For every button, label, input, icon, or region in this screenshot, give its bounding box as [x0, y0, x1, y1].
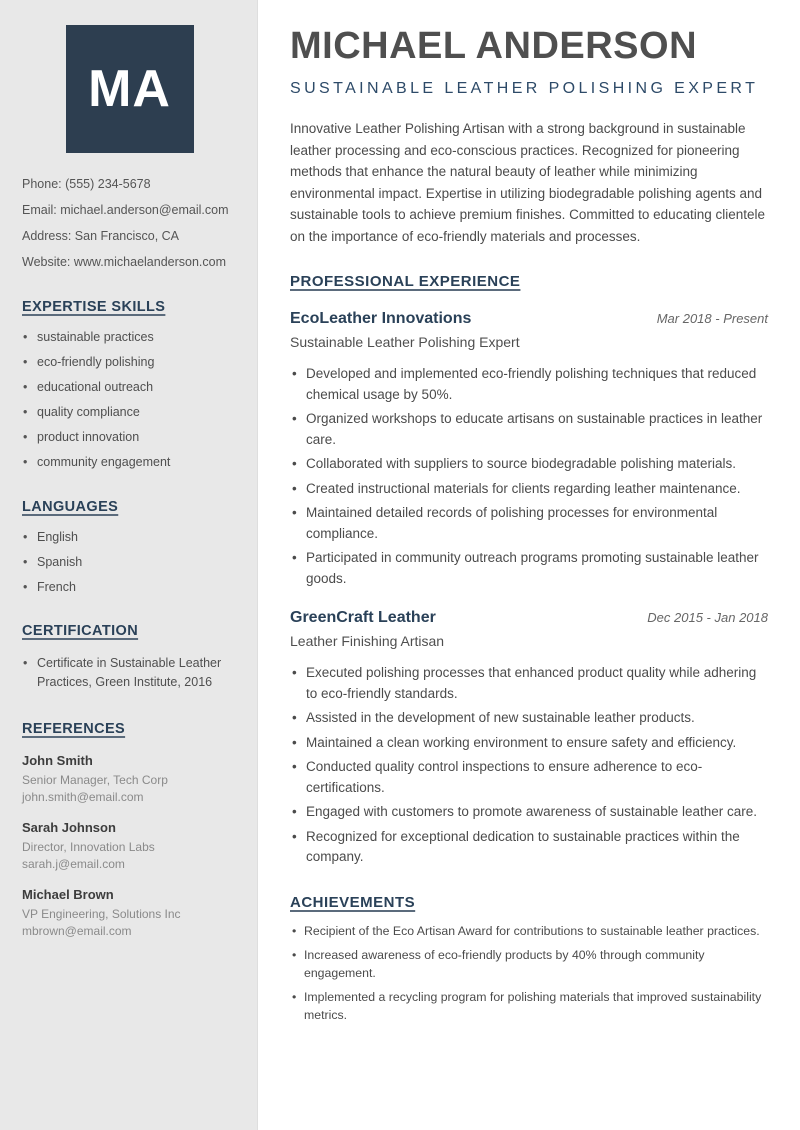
job-header [290, 608, 768, 627]
contact-line: Address: San Francisco, CA [22, 229, 180, 243]
reference-role: VP Engineering, Solutions Inc [22, 907, 181, 921]
contact-line: Email: michael.anderson@email.com [22, 203, 229, 217]
job-bullet: • Engaged with customers to promote awareness of sustainable leather care. [290, 802, 768, 823]
languages-section [22, 499, 237, 595]
references-list [22, 752, 237, 940]
job-header [290, 309, 768, 328]
skill-item: • eco-friendly polishing [22, 355, 237, 370]
skill-item: • product innovation [22, 430, 237, 445]
reference-entry [22, 752, 237, 806]
reference-email: sarah.j@email.com [22, 857, 125, 871]
job-title-subtitle: SUSTAINABLE LEATHER POLISHING EXPERT [290, 80, 759, 97]
skill-item: • quality compliance [22, 405, 237, 420]
contact-line: Phone: (555) 234-5678 [22, 177, 151, 191]
avatar-initials: MA [88, 60, 171, 118]
reference-role: Director, Innovation Labs [22, 840, 155, 854]
expertise-skills-list [22, 330, 237, 470]
references-section [22, 721, 237, 940]
job-bullet: • Recognized for exceptional dedication to sustainable practices within the company. [290, 827, 768, 868]
job-dates: Dec 2015 - Jan 2018 [647, 610, 768, 625]
reference-name: John Smith [22, 753, 93, 768]
job-bullet: • Maintained detailed records of polishing processes for environmental compliance. [290, 503, 768, 544]
professional-experience-heading: PROFESSIONAL EXPERIENCE [290, 273, 521, 290]
certification-item: • Certificate in Sustainable Leather Practices, Green Institute, 2016 [22, 654, 237, 692]
job-bullet: • Organized workshops to educate artisans on sustainable practices in leather care. [290, 409, 768, 450]
job-bullet: • Created instructional materials for clients regarding leather maintenance. [290, 479, 768, 500]
reference-email: mbrown@email.com [22, 924, 132, 938]
achievement-bullet: • Recipient of the Eco Artisan Award for contributions to sustainable leather practices. [290, 923, 768, 941]
skill-item: • community engagement [22, 455, 237, 470]
job-entry-greencraft [290, 608, 768, 868]
job-role: Sustainable Leather Polishing Expert [290, 334, 520, 350]
references-heading: REFERENCES [22, 721, 126, 737]
job-bullet-list [290, 663, 768, 868]
expertise-skills-section [22, 299, 237, 470]
certification-list [22, 654, 237, 692]
job-bullet: • Developed and implemented eco-friendly polishing techniques that reduced chemical usage by 50%. [290, 364, 768, 405]
reference-role: Senior Manager, Tech Corp [22, 773, 168, 787]
job-bullet: • Collaborated with suppliers to source biodegradable polishing materials. [290, 454, 768, 475]
reference-entry [22, 819, 237, 873]
sidebar [0, 0, 258, 1130]
reference-name: Michael Brown [22, 887, 114, 902]
job-bullet: • Assisted in the development of new sustainable leather products. [290, 708, 768, 729]
languages-list [22, 530, 237, 595]
job-bullet: • Maintained a clean working environment to ensure safety and efficiency. [290, 733, 768, 754]
languages-heading: LANGUAGES [22, 498, 119, 515]
contact-info [22, 177, 237, 270]
achievement-bullet: • Implemented a recycling program for polishing materials that improved sustainability metrics. [290, 989, 768, 1024]
job-bullet: • Conducted quality control inspections to ensure adherence to eco-certifications. [290, 757, 768, 798]
job-bullet: • Executed polishing processes that enhanced product quality while adhering to eco-friendly standards. [290, 663, 768, 704]
certification-heading: CERTIFICATION [22, 623, 139, 639]
company-name: GreenCraft Leather [290, 609, 436, 626]
skill-item: • sustainable practices [22, 330, 237, 345]
language-item: • French [22, 580, 237, 595]
reference-name: Sarah Johnson [22, 820, 116, 835]
language-item: • English [22, 530, 237, 545]
skill-item: • educational outreach [22, 380, 237, 395]
achievements-list [290, 923, 768, 1025]
summary-paragraph: Innovative Leather Polishing Artisan with a strong background in sustainable leather processing and eco-conscious practices. Recognized for pioneering methods that enhance the natural beauty of leather while minimizing environmental impact. Expertise in utilizing biodegradable polishing agents and sustainable tools to achieve premium finishes. Committed to educating clientele on the importance of eco-friendly materials and processes. [290, 121, 765, 244]
reference-entry [22, 886, 237, 940]
achievements-heading: ACHIEVEMENTS [290, 893, 416, 911]
job-dates: Mar 2018 - Present [656, 311, 768, 326]
achievement-bullet: • Increased awareness of eco-friendly products by 40% through community engagement. [290, 947, 768, 982]
expertise-skills-heading: EXPERTISE SKILLS [22, 299, 166, 315]
main-content [258, 0, 800, 1130]
contact-line: Website: www.michaelanderson.com [22, 255, 227, 269]
achievements-section [290, 894, 768, 1025]
job-bullet-list [290, 364, 768, 589]
page-title: MICHAEL ANDERSON [290, 25, 698, 67]
reference-email: john.smith@email.com [22, 790, 144, 804]
job-role: Leather Finishing Artisan [290, 633, 445, 649]
avatar [66, 25, 194, 153]
job-entry-ecoleather [290, 309, 768, 589]
company-name: EcoLeather Innovations [290, 310, 472, 327]
job-bullet: • Participated in community outreach programs promoting sustainable leather goods. [290, 548, 768, 589]
certification-section [22, 623, 237, 692]
language-item: • Spanish [22, 555, 237, 570]
